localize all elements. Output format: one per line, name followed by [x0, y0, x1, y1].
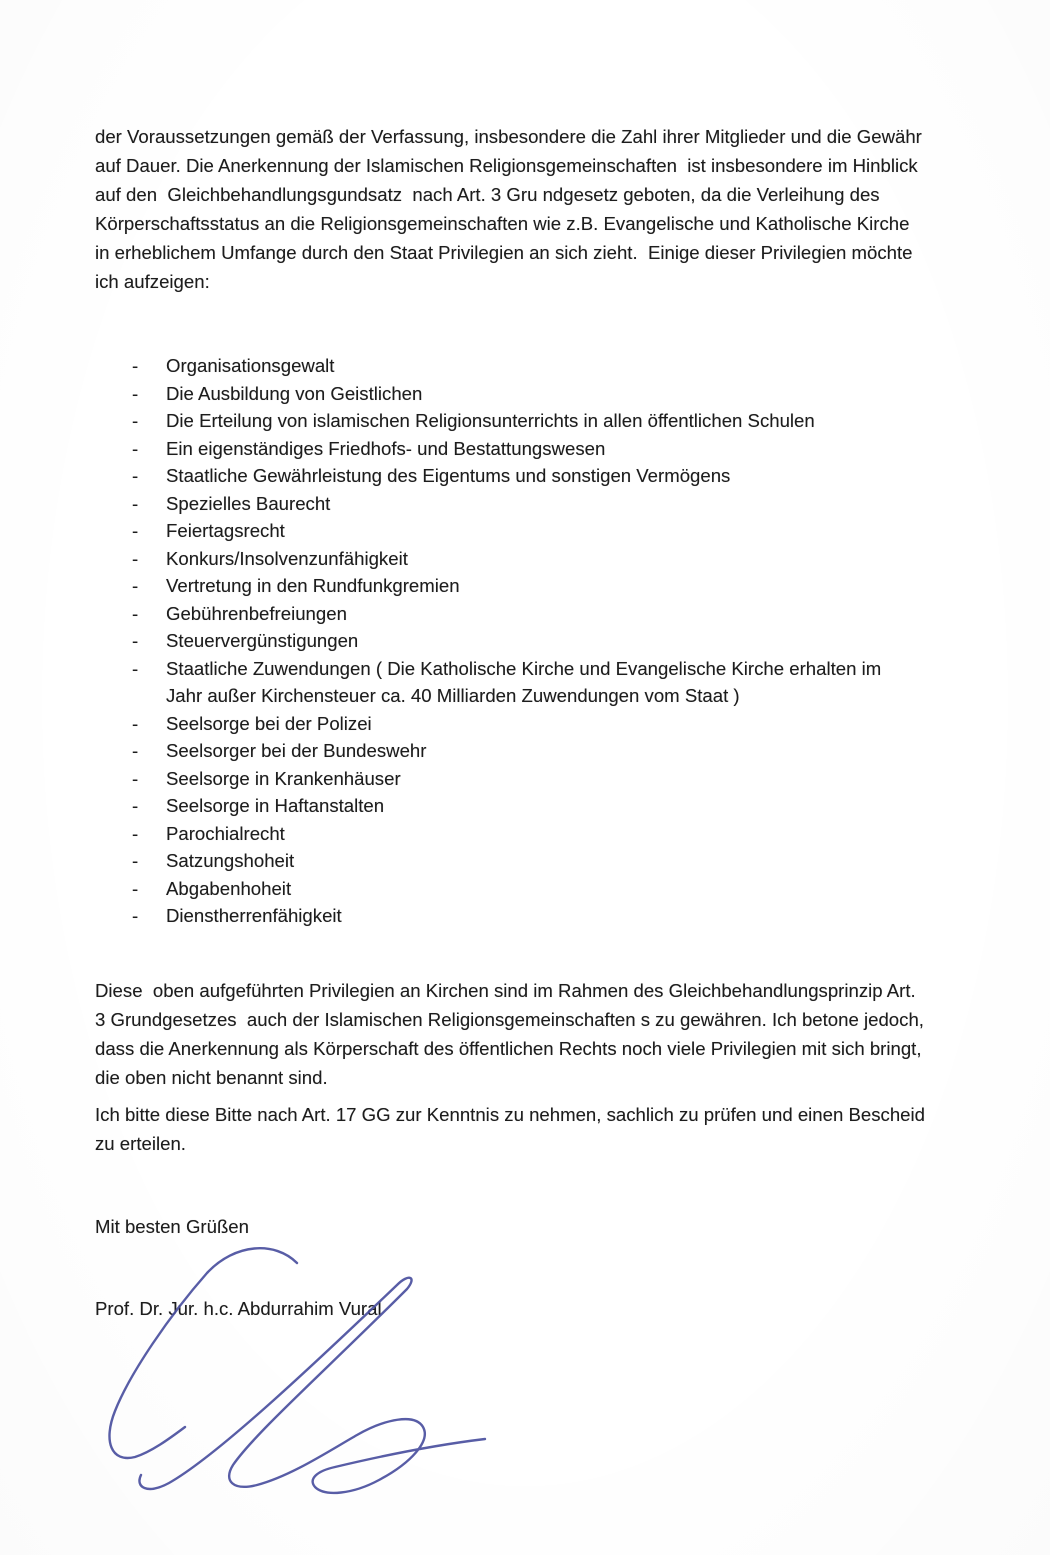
privilege-label: Die Ausbildung von Geistlichen [166, 382, 423, 404]
bullet-dash: - [132, 382, 139, 404]
bullet-dash: - [132, 602, 139, 624]
privilege-label: Seelsorge bei der Polizei [166, 712, 372, 734]
privilege-label: Konkurs/Insolvenzunfähigkeit [166, 547, 408, 569]
privilege-label: Dienstherrenfähigkeit [166, 905, 342, 926]
privilege-item [118, 655, 918, 710]
privilege-item [118, 407, 918, 435]
equal-treatment-paragraph: Diese oben aufgeführten Privilegien an Kirchen sind im Rahmen des Gleichbehandlungsprinzip Art. 3 Grundgesetzes auch der Islamischen Religionsgemeinschaften s zu gewähren. Ich betone jedoch, dass die Anerkennung als Körperschaft des öffentlichen Rechts noch viele Privilegien mit sich bringt, die oben nicht benannt sind. [95, 980, 930, 1088]
privilege-label: Gebührenbefreiungen [166, 602, 347, 624]
privilege-item [118, 380, 918, 408]
bullet-dash: - [132, 410, 139, 431]
privilege-item [118, 545, 918, 573]
privilege-label: Parochialrecht [166, 822, 285, 844]
privilege-label: Feiertagsrecht [166, 520, 285, 541]
bullet-dash: - [132, 767, 139, 789]
privilege-label: Steuervergünstigungen [166, 630, 359, 651]
bullet-dash: - [132, 575, 139, 596]
privilege-label: Staatliche Zuwendungen ( Die Katholische Kirche und Evangelische Kirche erhalten im Jahr außer Kirchensteuer ca. 40 Milliarden Zuwendungen vom Staat ) [166, 657, 882, 706]
privilege-item [118, 435, 918, 463]
privilege-label: Abgabenhoheit [166, 877, 292, 899]
request-paragraph: Ich bitte diese Bitte nach Art. 17 GG zur Kenntnis zu nehmen, sachlich zu prüfen und einen Bescheid zu erteilen. [95, 1104, 931, 1154]
signature-loop-stroke [109, 1248, 297, 1458]
privilege-label: Seelsorge in Krankenhäuser [166, 767, 401, 789]
bullet-dash: - [132, 630, 139, 651]
privilege-item [118, 462, 918, 490]
bullet-dash: - [132, 712, 139, 734]
bullet-dash: - [132, 437, 139, 459]
privilege-item [118, 352, 918, 380]
privilege-item [118, 517, 918, 545]
privilege-label: Organisationsgewalt [166, 355, 335, 376]
bullet-dash: - [132, 657, 139, 679]
privilege-label: Die Erteilung von islamischen Religionsunterrichts in allen öffentlichen Schulen [166, 410, 815, 431]
privilege-item [118, 572, 918, 600]
bullet-dash: - [132, 877, 139, 899]
bullet-dash: - [132, 822, 139, 844]
signatory-name: Prof. Dr. Jur. h.c. Abdurrahim Vural [95, 1298, 382, 1319]
privilege-label: Spezielles Baurecht [166, 492, 331, 514]
handwritten-signature-icon [85, 1243, 645, 1508]
privilege-item [118, 875, 918, 903]
privilege-item [118, 600, 918, 628]
intro-paragraph: der Voraussetzungen gemäß der Verfassung, insbesondere die Zahl ihrer Mitglieder und die Gewähr auf Dauer. Die Anerkennung der Islamischen Religionsgemeinschaften ist insbesondere im Hinblick auf den Gleichbehandlungsgundsatz nach Art. 3 Gru ndgesetz geboten, da die Verleihung des Körperschaftsstatus an die Religionsgemeinschaften wie z.B. Evangelische und Katholische Kirche in erheblichem Umfange durch den Staat Privilegien an sich zieht. Einige dieser Privilegien möchte ich aufzeigen: [95, 126, 928, 292]
bullet-dash: - [132, 850, 139, 871]
bullet-dash: - [132, 355, 139, 376]
privilege-item [118, 792, 918, 820]
bullet-dash: - [132, 547, 139, 569]
privileges-list [118, 352, 918, 930]
bullet-dash: - [132, 492, 139, 514]
privilege-item [118, 902, 918, 930]
bullet-dash: - [132, 740, 139, 761]
bullet-dash: - [132, 465, 139, 486]
privilege-label: Vertretung in den Rundfunkgremien [166, 575, 460, 596]
privilege-item [118, 820, 918, 848]
bullet-dash: - [132, 520, 139, 541]
privilege-item [118, 737, 918, 765]
privilege-item [118, 627, 918, 655]
privilege-label: Seelsorger bei der Bundeswehr [166, 740, 427, 761]
closing-salutation: Mit besten Grüßen [95, 1216, 249, 1237]
bullet-dash: - [132, 795, 139, 816]
privilege-label: Seelsorge in Haftanstalten [166, 795, 385, 816]
privilege-label: Ein eigenständiges Friedhofs- und Bestattungswesen [166, 437, 606, 459]
privilege-item [118, 710, 918, 738]
privilege-item [118, 765, 918, 793]
privilege-label: Staatliche Gewährleistung des Eigentums und sonstigen Vermögens [166, 465, 731, 486]
privilege-item [118, 490, 918, 518]
bullet-dash: - [132, 905, 139, 926]
privilege-label: Satzungshoheit [166, 850, 295, 871]
privilege-item [118, 847, 918, 875]
